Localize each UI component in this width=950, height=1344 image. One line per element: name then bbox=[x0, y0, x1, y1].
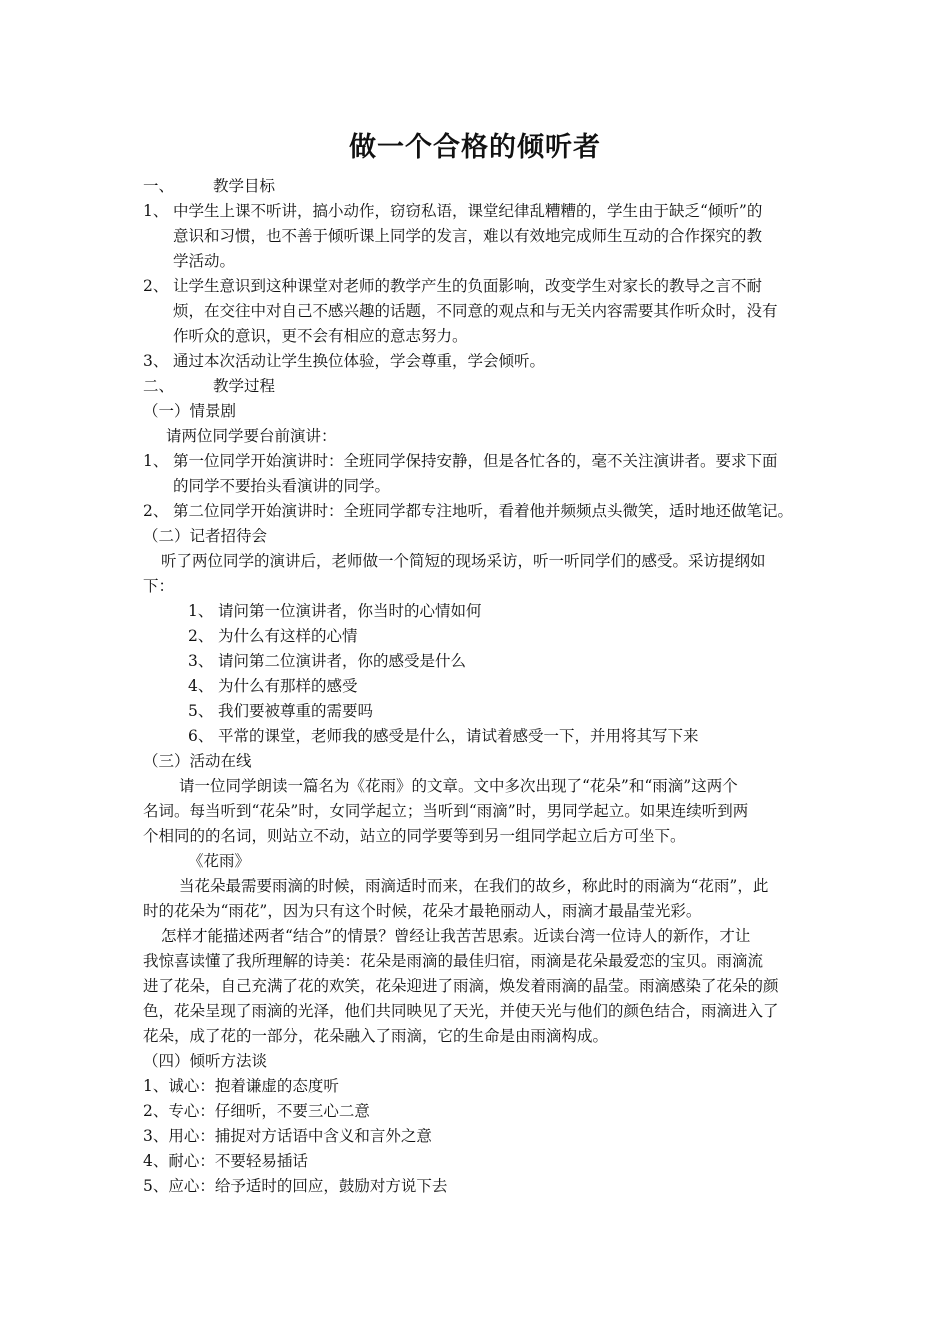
list-item: 1、 第一位同学开始演讲时：全班同学保持安静，但是各忙各的，毫不关注演讲者。要求下面 bbox=[143, 452, 778, 470]
section-heading-process: 二、 教学过程 bbox=[143, 377, 276, 395]
paragraph: 进了花朵，自己充满了花的欢笑，花朵迎进了雨滴，焕发着雨滴的晶莹。雨滴感染了花朵的颜 bbox=[143, 977, 779, 995]
list-item: 3、 请问第二位演讲者，你的感受是什么 bbox=[188, 652, 467, 670]
list-item: 4、 为什么有那样的感受 bbox=[188, 677, 358, 695]
paragraph: 怎样才能描述两者“结合”的情景？曾经让我苦苦思索。近读台湾一位诗人的新作，才让 bbox=[161, 927, 751, 945]
paragraph: 时的花朵为“雨花”，因为只有这个时候，花朵才最艳丽动人，雨滴才最晶莹光彩。 bbox=[143, 902, 702, 920]
list-item: 2、专心：仔细听，不要三心二意 bbox=[143, 1102, 370, 1120]
paragraph: 我惊喜读懂了我所理解的诗美：花朵是雨滴的最佳归宿，雨滴是花朵最爱恋的宝贝。雨滴流 bbox=[143, 952, 764, 970]
goal-item: 1、 中学生上课不听讲，搞小动作，窃窃私语，课堂纪律乱糟糟的，学生由于缺乏“倾听”的 bbox=[143, 202, 763, 220]
list-item: 3、用心：捕捉对方话语中含义和言外之意 bbox=[143, 1127, 432, 1145]
paragraph: 当花朵最需要雨滴的时候，雨滴适时而来，在我们的故乡，称此时的雨滴为“花雨”，此 bbox=[179, 877, 769, 895]
list-item: 6、 平常的课堂，老师我的感受是什么，请试着感受一下，并用将其写下来 bbox=[188, 727, 699, 745]
goal-item: 2、 让学生意识到这种课堂对老师的教学产生的负面影响，改变学生对家长的教导之言不耐 bbox=[143, 277, 763, 295]
list-item-cont: 的同学不要抬头看演讲的同学。 bbox=[173, 477, 391, 495]
paragraph: 请一位同学朗读一篇名为《花雨》的文章。文中多次出现了“花朵”和“雨滴”这两个 bbox=[179, 777, 738, 795]
part-heading: （三）活动在线 bbox=[143, 752, 252, 770]
goal-item-cont: 意识和习惯，也不善于倾听课上同学的发言，难以有效地完成师生互动的合作探究的教 bbox=[173, 227, 763, 245]
paragraph: 个相同的的名词，则站立不动，站立的同学要等到另一组同学起立后方可坐下。 bbox=[143, 827, 686, 845]
document-body bbox=[143, 174, 823, 1199]
part-heading: （二）记者招待会 bbox=[143, 527, 268, 545]
paragraph: 下： bbox=[143, 577, 175, 595]
list-item: 5、应心：给予适时的回应，鼓励对方说下去 bbox=[143, 1177, 448, 1195]
list-item: 2、 第二位同学开始演讲时：全班同学都专注地听，看着他并频频点头微笑，适时地还做笔记。 bbox=[143, 502, 794, 520]
paragraph: 请两位同学要台前演讲： bbox=[166, 427, 337, 445]
paragraph: 色，花朵呈现了雨滴的光泽，他们共同映见了天光，并使天光与他们的颜色结合，雨滴进入了 bbox=[143, 1002, 779, 1020]
part-heading: （四）倾听方法谈 bbox=[143, 1052, 268, 1070]
part-heading: （一）情景剧 bbox=[143, 402, 237, 420]
paragraph: 听了两位同学的演讲后，老师做一个简短的现场采访，听一听同学们的感受。采访提纲如 bbox=[161, 552, 766, 570]
list-item: 5、 我们要被尊重的需要吗 bbox=[188, 702, 374, 720]
goal-item-cont: 烦，在交往中对自己不感兴趣的话题，不同意的观点和与无关内容需要其作听众时，没有 bbox=[173, 302, 778, 320]
paragraph: 花朵，成了花的一部分，花朵融入了雨滴，它的生命是由雨滴构成。 bbox=[143, 1027, 609, 1045]
paragraph: 名词。每当听到“花朵”时，女同学起立；当听到“雨滴”时，男同学起立。如果连续听到两 bbox=[143, 802, 749, 820]
poem-title: 《花雨》 bbox=[188, 852, 251, 870]
list-item: 2、 为什么有这样的心情 bbox=[188, 627, 358, 645]
goal-item-cont: 学活动。 bbox=[173, 252, 236, 270]
list-item: 1、 请问第一位演讲者，你当时的心情如何 bbox=[188, 602, 482, 620]
list-item: 1、诚心：抱着谦虚的态度听 bbox=[143, 1077, 339, 1095]
document-title: 做一个合格的倾听者 bbox=[349, 132, 601, 163]
section-heading-goals: 一、 教学目标 bbox=[143, 177, 276, 195]
list-item: 4、耐心：不要轻易插话 bbox=[143, 1152, 308, 1170]
goal-item-cont: 作听众的意识，更不会有相应的意志努力。 bbox=[173, 327, 468, 345]
goal-item: 3、 通过本次活动让学生换位体验，学会尊重，学会倾听。 bbox=[143, 352, 546, 370]
